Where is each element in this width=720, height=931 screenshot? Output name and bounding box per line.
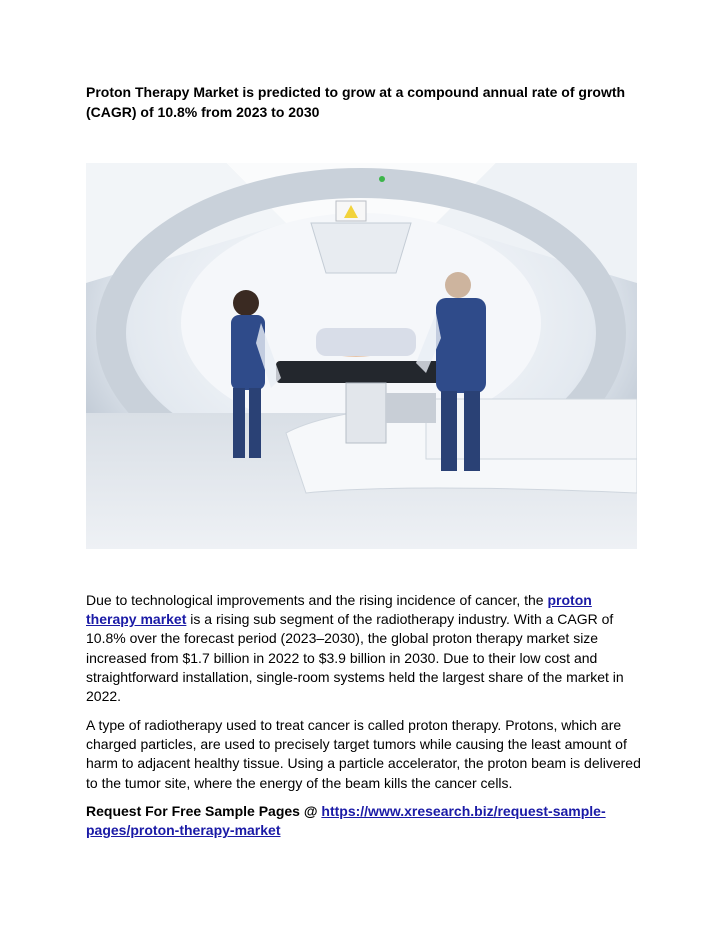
definition-paragraph: A type of radiotherapy used to treat cancer is called proton therapy. Protons, which are charged particles, are used to precisely target tumors while causing the least amount of harm to adjacent healthy tissue. Using a particle accelerator, the proton beam is delivered to the tumor site, where the energy of the beam kills the cancer cells. <box>86 717 641 791</box>
request-sample-link[interactable]: https://www.xresearch.biz/request-sample-pages/proton-therapy-market <box>86 803 606 839</box>
intro-text-start: Due to technological improvements and the rising incidence of cancer, the <box>86 592 548 608</box>
proton-therapy-market-link[interactable]: proton therapy market <box>86 592 592 628</box>
proton-therapy-room-photo <box>86 163 637 549</box>
intro-paragraph <box>86 591 646 706</box>
request-sample-paragraph <box>86 802 646 840</box>
document-title: Proton Therapy Market is predicted to grow at a compound annual rate of growth (CAGR) of 10.8% from 2023 to 2030 <box>86 84 626 120</box>
photo-illustration <box>86 163 637 549</box>
intro-text-end: is a rising sub segment of the radiotherapy industry. With a CAGR of 10.8% over the forecast period (2023–2030), the global proton therapy market size increased from $1.7 billion in 2022 to $3.9 billion in 2030. Due to their low cost and straightforward installation, single-room systems held the largest share of the market in 2022. <box>86 611 624 705</box>
request-label: Request For Free Sample Pages @ <box>86 803 322 819</box>
